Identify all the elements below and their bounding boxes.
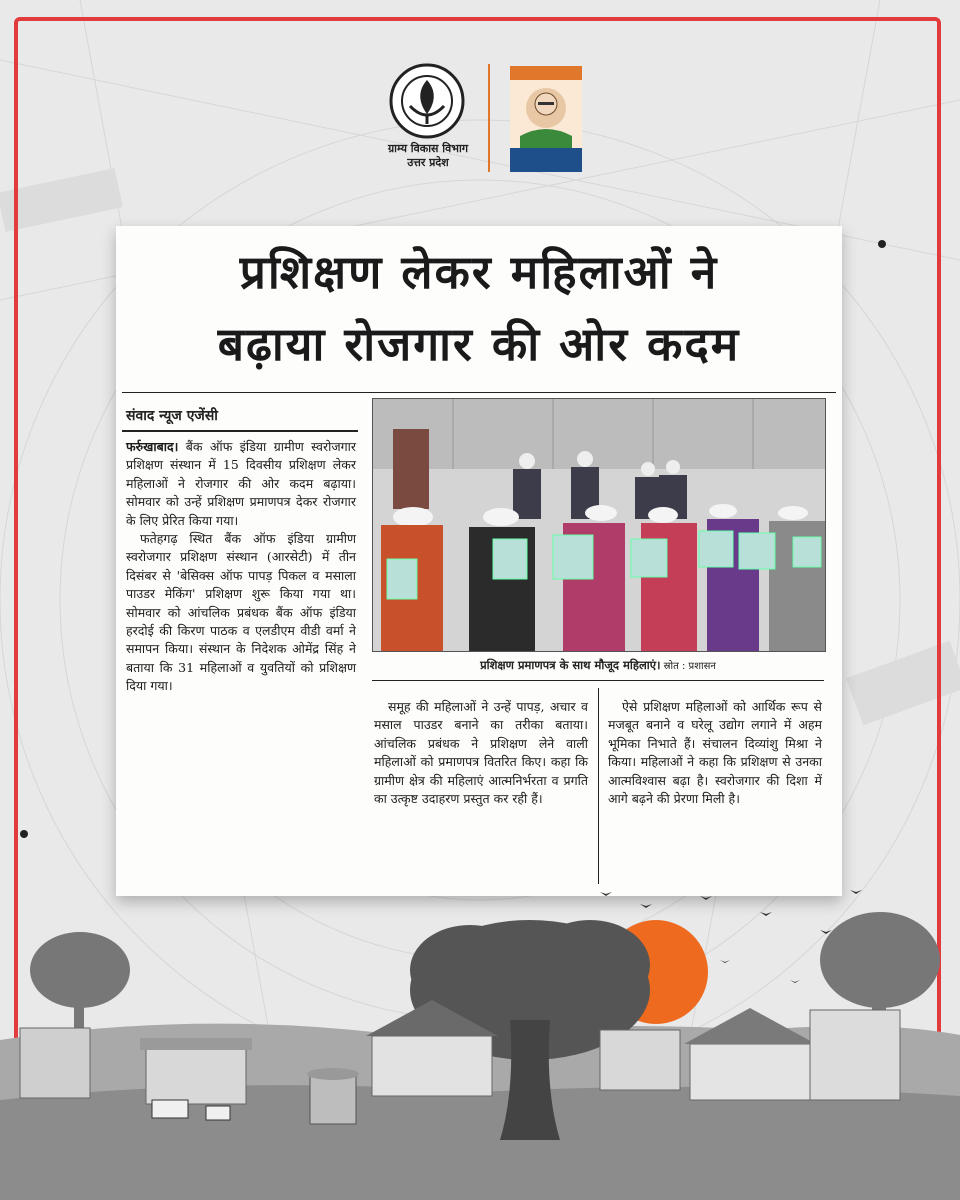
headline-line2: बढ़ाया रोजगार की ओर कदम (217, 317, 741, 371)
decor-dot (878, 240, 886, 248)
article-column-2 (374, 698, 588, 808)
photo-source: स्रोत : प्रशासन (660, 661, 716, 672)
department-name-line2: उत्तर प्रदेश (407, 156, 449, 169)
department-name (380, 142, 476, 170)
photo-caption (372, 658, 824, 673)
byline-rule (122, 430, 358, 432)
newspaper-clipping (116, 226, 842, 896)
article-paragraph (126, 438, 356, 530)
logo-block (380, 62, 590, 180)
article-paragraph: समूह की महिलाओं ने उन्हें पापड़, अचार व मसाल पाउडर बनाने का तरीका बताया। आंचलिक प्रबंधक ने प्रशिक्षण लेने वाली महिलाओं को प्रमाणपत्र वितरित किए। कहा कि ग्रामीण क्षेत्र की महिलाएं आत्मनिर्भरता व प्रगति का उत्कृष्ट उदाहरण प्रस्तुत कर रही हैं। (374, 699, 588, 807)
headline-line1: प्रशिक्षण लेकर महिलाओं ने (239, 245, 719, 299)
logo-divider (488, 64, 490, 172)
article-paragraph: फतेहगढ़ स्थित बैंक ऑफ इंडिया ग्रामीण स्वरोजगार प्रशिक्षण संस्थान (आरसेटी) में तीन दिसंबर से 'बेसिक्स ऑफ पापड़ पिकल व मसाला पाउडर मेकिंग' प्रशिक्षण शुरू किया गया था। सोमवार को आंचलिक प्रबंधक बैंक ऑफ इंडिया हरदोई की किरण पाठक व एलडीएम वीडी वर्मा ने समापन किया। संस्थान के निदेशक ओमेंद्र सिंह ने बताया कि 31 महिलाओं व युवतियों को प्रशिक्षण दिया गया। (126, 531, 356, 694)
article-paragraph: ऐसे प्रशिक्षण महिलाओं को आर्थिक रूप से मजबूत बनाने व घरेलू उद्योग लगाने में अहम भूमिका निभाते हैं। संचालन दिव्यांशु मिश्रा ने किया। महिलाओं ने कहा कि प्रशिक्षण से उनका आत्मविश्वास बढ़ा है। स्वरोजगार की दिशा में आगे बढ़ने की प्रेरणा मिली है। (608, 699, 822, 807)
training-group-photo (372, 398, 826, 652)
byline: संवाद न्यूज एजेंसी (126, 408, 218, 424)
decor-dot (20, 830, 28, 838)
up-government-emblem-icon (388, 62, 466, 140)
mgnrega-logo-icon (510, 66, 582, 172)
article-column-3 (608, 698, 822, 808)
dateline: फर्रुखाबाद। (126, 439, 179, 454)
column-divider (598, 688, 599, 884)
department-name-line1: ग्राम्य विकास विभाग (387, 142, 469, 155)
village-scene-illustration (0, 860, 960, 1200)
article-column-1 (126, 438, 356, 696)
caption-rule (372, 680, 824, 681)
photo-caption-text: प्रशिक्षण प्रमाणपत्र के साथ मौजूद महिलाएं। (480, 658, 661, 672)
headline-rule (122, 392, 836, 393)
article-text: बैंक ऑफ इंडिया ग्रामीण स्वरोजगार प्रशिक्षण संस्थान में 15 दिवसीय प्रशिक्षण लेकर महिलाओं ने रोजगार की ओर कदम बढ़ाया। सोमवार को उन्हें प्रशिक्षण प्रमाणपत्र देकर रोजगार के लिए प्रेरित किया गया। (126, 439, 356, 528)
